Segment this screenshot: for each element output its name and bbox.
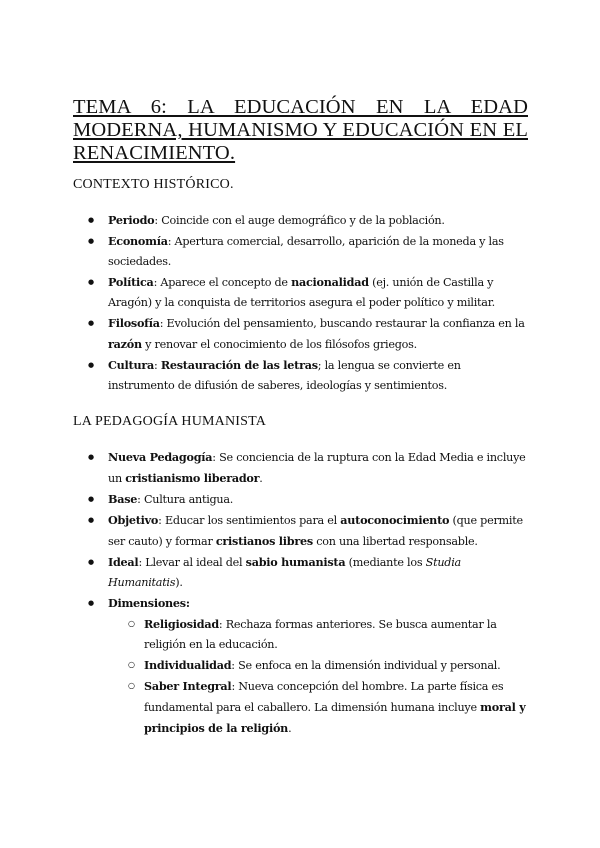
- item-label: Filosofía: [108, 316, 160, 330]
- section-heading-contexto: CONTEXTO HISTÓRICO.: [73, 177, 234, 192]
- list-item-periodo: [88, 210, 528, 231]
- list-item-dimensiones: [88, 593, 528, 739]
- item-label: Nueva Pedagogía: [108, 450, 213, 464]
- item-text: : Rechaza formas anteriores. Se busca aumentar la religión en la educación.: [144, 618, 497, 651]
- list-item-economia: [88, 231, 528, 272]
- item-emphasis: cristianismo liberador: [125, 471, 260, 485]
- item-text: .: [259, 472, 263, 485]
- item-text: :: [153, 359, 161, 372]
- sublist-item-religiosidad: [108, 614, 528, 655]
- item-text: : Se conciencia de la ruptura con la Edad Media e incluye un: [108, 451, 526, 485]
- item-text: (ej. unión de Castilla y Aragón) y la conquista de territorios asegura el poder político y militar.: [108, 276, 495, 309]
- item-emphasis: autoconocimiento: [340, 513, 450, 527]
- pedagogia-list: [88, 447, 528, 739]
- item-label: Cultura: [108, 358, 154, 372]
- item-label: Objetivo: [108, 513, 159, 527]
- item-label: Dimensiones: [108, 596, 186, 610]
- item-text: : Aparece el concepto de: [153, 276, 292, 289]
- item-label: Política: [108, 275, 154, 289]
- list-item-base: [88, 489, 528, 510]
- item-emphasis: nacionalidad: [291, 275, 369, 289]
- item-text: : Apertura comercial, desarrollo, aparición de la moneda y las sociedades.: [108, 235, 504, 268]
- item-text: : Llevar al ideal del: [138, 556, 246, 569]
- item-label: Periodo: [108, 213, 155, 227]
- item-label: Individualidad: [144, 658, 232, 672]
- item-text: (mediante los: [345, 556, 426, 569]
- item-text: : Evolución del pensamiento, buscando restaurar la confianza en la: [159, 317, 525, 330]
- document-title: [73, 96, 528, 165]
- item-text: (que permite ser cauto) y formar: [108, 514, 523, 548]
- item-label: Economía: [108, 234, 168, 248]
- item-emphasis: moral y principios de la religión: [144, 700, 526, 735]
- item-emphasis: razón: [108, 337, 142, 351]
- item-label: Saber Integral: [144, 679, 232, 693]
- item-text: :: [185, 596, 190, 610]
- list-item-nueva-pedagogia: [88, 447, 528, 489]
- title-line-1: TEMA 6: LA EDUCACIÓN EN LA EDAD: [73, 96, 528, 118]
- item-italic: Studia Humanitatis: [108, 556, 461, 589]
- sublist-item-individualidad: [108, 655, 528, 676]
- item-text: con una libertad responsable.: [312, 535, 478, 548]
- item-text: : Educar los sentimientos para el: [158, 514, 341, 527]
- item-text: : Cultura antigua.: [137, 493, 234, 506]
- list-item-politica: [88, 272, 528, 313]
- title-line-3: RENACIMIENTO.: [73, 142, 236, 164]
- dimensiones-sublist: [108, 614, 528, 739]
- item-emphasis: cristianos libres: [215, 534, 313, 548]
- item-text: y renovar el conocimiento de los filósofos griegos.: [141, 338, 417, 351]
- item-text: : Coincide con el auge demográfico y de la población.: [154, 214, 445, 227]
- list-item-cultura: [88, 355, 528, 396]
- item-text: : Nueva concepción del hombre. La parte física es fundamental para el caballero. La dimensión humana incluye: [144, 680, 504, 714]
- item-text: ).: [175, 576, 183, 589]
- item-text: ; la lengua se convierte en instrumento de difusión de saberes, ideologías y sentimientos.: [108, 359, 461, 392]
- contexto-list: [88, 210, 528, 396]
- item-label: Ideal: [108, 555, 139, 569]
- item-label: Religiosidad: [144, 617, 219, 631]
- list-item-ideal: [88, 552, 528, 593]
- item-text: : Se enfoca en la dimensión individual y personal.: [231, 659, 501, 672]
- list-item-filosofia: [88, 313, 528, 355]
- item-emphasis: sabio humanista: [245, 555, 346, 569]
- item-text: .: [288, 722, 292, 735]
- item-emphasis: Restauración de las letras: [160, 358, 318, 372]
- sublist-item-saber-integral: [108, 676, 528, 739]
- item-label: Base: [108, 492, 138, 506]
- list-item-objetivo: [88, 510, 528, 552]
- section-heading-pedagogia: LA PEDAGOGÍA HUMANISTA: [73, 414, 267, 429]
- title-line-2: MODERNA, HUMANISMO Y EDUCACIÓN EN EL: [73, 119, 528, 141]
